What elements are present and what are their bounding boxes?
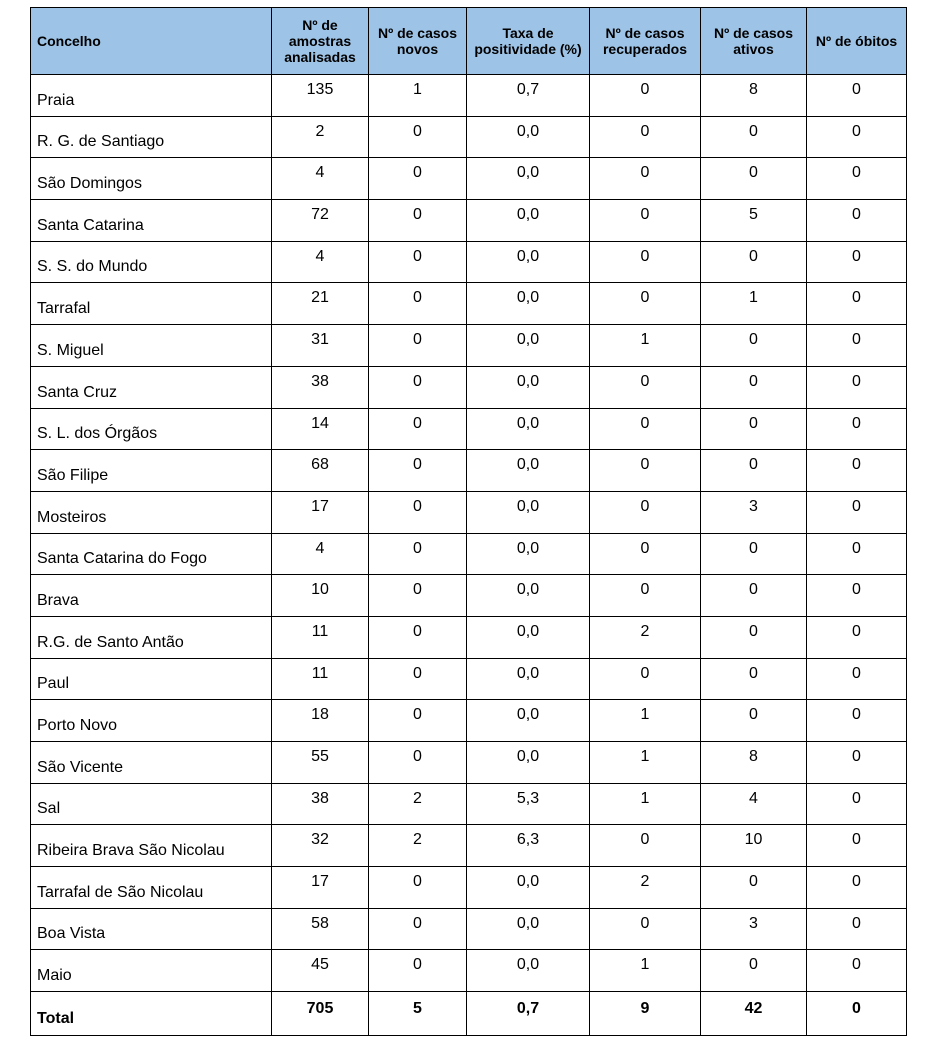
casos-ativos-cell: 0 [701, 408, 807, 450]
taxa-positividade-cell: 0,0 [467, 283, 590, 325]
taxa-positividade-cell: 0,0 [467, 200, 590, 242]
obitos-cell: 0 [807, 867, 907, 909]
casos-novos-cell: 0 [369, 908, 467, 950]
concelho-cell: Brava [31, 575, 272, 617]
taxa-positividade-cell: 0,0 [467, 116, 590, 158]
obitos-cell: 0 [807, 116, 907, 158]
obitos-cell: 0 [807, 950, 907, 992]
taxa-positividade-cell: 0,0 [467, 158, 590, 200]
concelho-cell: Santa Catarina [31, 200, 272, 242]
taxa-positividade-cell: 0,0 [467, 366, 590, 408]
casos-novos-cell: 0 [369, 616, 467, 658]
casos-novos-cell: 0 [369, 700, 467, 742]
casos-ativos-cell: 10 [701, 825, 807, 867]
casos-ativos-cell: 0 [701, 658, 807, 700]
concelho-cell: Praia [31, 75, 272, 117]
header-obitos: Nº de óbitos [807, 8, 907, 75]
casos-ativos-cell: 0 [701, 158, 807, 200]
casos-recuperados-cell: 0 [590, 158, 701, 200]
total-label: Total [31, 992, 272, 1036]
table-footer [31, 992, 907, 1036]
casos-novos-cell: 0 [369, 950, 467, 992]
table-row [31, 575, 907, 617]
taxa-positividade-cell: 0,0 [467, 742, 590, 784]
table-row [31, 950, 907, 992]
casos-novos-cell: 0 [369, 366, 467, 408]
casos-ativos-cell: 0 [701, 700, 807, 742]
amostras-cell: 11 [272, 616, 369, 658]
table-row [31, 658, 907, 700]
casos-ativos-cell: 0 [701, 533, 807, 575]
obitos-cell: 0 [807, 325, 907, 367]
casos-novos-cell: 0 [369, 325, 467, 367]
amostras-cell: 2 [272, 116, 369, 158]
obitos-cell: 0 [807, 658, 907, 700]
obitos-cell: 0 [807, 825, 907, 867]
concelho-cell: São Domingos [31, 158, 272, 200]
casos-recuperados-cell: 0 [590, 825, 701, 867]
table-row [31, 700, 907, 742]
table-row [31, 366, 907, 408]
amostras-cell: 135 [272, 75, 369, 117]
table-row [31, 742, 907, 784]
taxa-positividade-cell: 0,0 [467, 408, 590, 450]
obitos-cell: 0 [807, 491, 907, 533]
casos-novos-cell: 1 [369, 75, 467, 117]
amostras-cell: 21 [272, 283, 369, 325]
taxa-positividade-cell: 0,0 [467, 491, 590, 533]
casos-novos-cell: 0 [369, 742, 467, 784]
total-taxa-positividade: 0,7 [467, 992, 590, 1036]
taxa-positividade-cell: 0,0 [467, 867, 590, 909]
obitos-cell: 0 [807, 450, 907, 492]
amostras-cell: 4 [272, 533, 369, 575]
amostras-cell: 38 [272, 783, 369, 825]
amostras-cell: 58 [272, 908, 369, 950]
amostras-cell: 4 [272, 158, 369, 200]
total-casos-ativos: 42 [701, 992, 807, 1036]
casos-recuperados-cell: 0 [590, 200, 701, 242]
casos-recuperados-cell: 0 [590, 658, 701, 700]
table-row [31, 75, 907, 117]
casos-novos-cell: 0 [369, 408, 467, 450]
table-body [31, 75, 907, 992]
casos-ativos-cell: 8 [701, 75, 807, 117]
casos-recuperados-cell: 1 [590, 325, 701, 367]
amostras-cell: 38 [272, 366, 369, 408]
casos-recuperados-cell: 2 [590, 616, 701, 658]
concelho-cell: S. S. do Mundo [31, 241, 272, 283]
concelho-cell: Ribeira Brava São Nicolau [31, 825, 272, 867]
taxa-positividade-cell: 0,0 [467, 533, 590, 575]
casos-ativos-cell: 0 [701, 616, 807, 658]
obitos-cell: 0 [807, 700, 907, 742]
casos-ativos-cell: 0 [701, 867, 807, 909]
casos-ativos-cell: 0 [701, 575, 807, 617]
obitos-cell: 0 [807, 408, 907, 450]
concelho-cell: Sal [31, 783, 272, 825]
obitos-cell: 0 [807, 742, 907, 784]
casos-recuperados-cell: 1 [590, 700, 701, 742]
casos-recuperados-cell: 0 [590, 116, 701, 158]
taxa-positividade-cell: 0,0 [467, 575, 590, 617]
concelho-cell: São Filipe [31, 450, 272, 492]
casos-novos-cell: 0 [369, 283, 467, 325]
casos-novos-cell: 0 [369, 116, 467, 158]
taxa-positividade-cell: 0,0 [467, 908, 590, 950]
casos-novos-cell: 0 [369, 533, 467, 575]
taxa-positividade-cell: 0,0 [467, 325, 590, 367]
taxa-positividade-cell: 0,0 [467, 658, 590, 700]
obitos-cell: 0 [807, 783, 907, 825]
amostras-cell: 32 [272, 825, 369, 867]
concelho-cell: Santa Catarina do Fogo [31, 533, 272, 575]
obitos-cell: 0 [807, 200, 907, 242]
table-row [31, 491, 907, 533]
casos-ativos-cell: 3 [701, 908, 807, 950]
header-casos-novos: Nº de casos novos [369, 8, 467, 75]
table-row [31, 116, 907, 158]
casos-ativos-cell: 5 [701, 200, 807, 242]
casos-recuperados-cell: 1 [590, 783, 701, 825]
header-casos-recuperados: Nº de casos recuperados [590, 8, 701, 75]
table-row [31, 867, 907, 909]
obitos-cell: 0 [807, 241, 907, 283]
concelho-cell: Paul [31, 658, 272, 700]
casos-recuperados-cell: 0 [590, 450, 701, 492]
casos-recuperados-cell: 0 [590, 908, 701, 950]
taxa-positividade-cell: 0,0 [467, 700, 590, 742]
casos-ativos-cell: 0 [701, 325, 807, 367]
table-row [31, 283, 907, 325]
concelho-cell: S. Miguel [31, 325, 272, 367]
amostras-cell: 45 [272, 950, 369, 992]
taxa-positividade-cell: 5,3 [467, 783, 590, 825]
header-amostras: Nº de amostras analisadas [272, 8, 369, 75]
table-row [31, 241, 907, 283]
casos-recuperados-cell: 0 [590, 241, 701, 283]
concelho-cell: R. G. de Santiago [31, 116, 272, 158]
taxa-positividade-cell: 0,0 [467, 616, 590, 658]
header-concelho: Concelho [31, 8, 272, 75]
total-obitos: 0 [807, 992, 907, 1036]
casos-novos-cell: 2 [369, 825, 467, 867]
amostras-cell: 17 [272, 491, 369, 533]
casos-novos-cell: 0 [369, 658, 467, 700]
amostras-cell: 68 [272, 450, 369, 492]
casos-recuperados-cell: 0 [590, 491, 701, 533]
obitos-cell: 0 [807, 575, 907, 617]
casos-recuperados-cell: 0 [590, 408, 701, 450]
table-row [31, 325, 907, 367]
casos-recuperados-cell: 1 [590, 742, 701, 784]
amostras-cell: 31 [272, 325, 369, 367]
table-row [31, 408, 907, 450]
table-row [31, 616, 907, 658]
casos-ativos-cell: 4 [701, 783, 807, 825]
casos-recuperados-cell: 0 [590, 75, 701, 117]
cases-by-municipality-table [30, 7, 907, 1036]
amostras-cell: 18 [272, 700, 369, 742]
obitos-cell: 0 [807, 908, 907, 950]
concelho-cell: São Vicente [31, 742, 272, 784]
amostras-cell: 11 [272, 658, 369, 700]
concelho-cell: Porto Novo [31, 700, 272, 742]
table-header [31, 8, 907, 75]
amostras-cell: 17 [272, 867, 369, 909]
casos-recuperados-cell: 0 [590, 366, 701, 408]
taxa-positividade-cell: 0,0 [467, 450, 590, 492]
concelho-cell: R.G. de Santo Antão [31, 616, 272, 658]
obitos-cell: 0 [807, 616, 907, 658]
casos-novos-cell: 0 [369, 450, 467, 492]
taxa-positividade-cell: 0,0 [467, 241, 590, 283]
casos-novos-cell: 2 [369, 783, 467, 825]
concelho-cell: Tarrafal [31, 283, 272, 325]
amostras-cell: 14 [272, 408, 369, 450]
table-row [31, 450, 907, 492]
total-casos-recuperados: 9 [590, 992, 701, 1036]
casos-recuperados-cell: 0 [590, 533, 701, 575]
total-amostras: 705 [272, 992, 369, 1036]
table-row [31, 533, 907, 575]
concelho-cell: Boa Vista [31, 908, 272, 950]
concelho-cell: Mosteiros [31, 491, 272, 533]
table-row [31, 825, 907, 867]
casos-novos-cell: 0 [369, 867, 467, 909]
casos-ativos-cell: 8 [701, 742, 807, 784]
table-row [31, 783, 907, 825]
casos-ativos-cell: 0 [701, 366, 807, 408]
taxa-positividade-cell: 6,3 [467, 825, 590, 867]
casos-novos-cell: 0 [369, 575, 467, 617]
casos-recuperados-cell: 2 [590, 867, 701, 909]
casos-ativos-cell: 1 [701, 283, 807, 325]
casos-ativos-cell: 3 [701, 491, 807, 533]
casos-ativos-cell: 0 [701, 450, 807, 492]
obitos-cell: 0 [807, 283, 907, 325]
total-row [31, 992, 907, 1036]
header-row [31, 8, 907, 75]
obitos-cell: 0 [807, 366, 907, 408]
obitos-cell: 0 [807, 75, 907, 117]
taxa-positividade-cell: 0,7 [467, 75, 590, 117]
amostras-cell: 72 [272, 200, 369, 242]
casos-ativos-cell: 0 [701, 116, 807, 158]
casos-novos-cell: 0 [369, 200, 467, 242]
concelho-cell: Tarrafal de São Nicolau [31, 867, 272, 909]
obitos-cell: 0 [807, 158, 907, 200]
casos-novos-cell: 0 [369, 491, 467, 533]
obitos-cell: 0 [807, 533, 907, 575]
table-row [31, 200, 907, 242]
data-table-container [30, 7, 906, 1036]
concelho-cell: Maio [31, 950, 272, 992]
taxa-positividade-cell: 0,0 [467, 950, 590, 992]
header-casos-ativos: Nº de casos ativos [701, 8, 807, 75]
amostras-cell: 10 [272, 575, 369, 617]
casos-ativos-cell: 0 [701, 950, 807, 992]
amostras-cell: 55 [272, 742, 369, 784]
header-taxa-positividade: Taxa de positividade (%) [467, 8, 590, 75]
casos-recuperados-cell: 1 [590, 950, 701, 992]
casos-recuperados-cell: 0 [590, 575, 701, 617]
total-casos-novos: 5 [369, 992, 467, 1036]
casos-novos-cell: 0 [369, 241, 467, 283]
casos-novos-cell: 0 [369, 158, 467, 200]
casos-recuperados-cell: 0 [590, 283, 701, 325]
casos-ativos-cell: 0 [701, 241, 807, 283]
table-row [31, 908, 907, 950]
table-row [31, 158, 907, 200]
concelho-cell: Santa Cruz [31, 366, 272, 408]
concelho-cell: S. L. dos Órgãos [31, 408, 272, 450]
amostras-cell: 4 [272, 241, 369, 283]
